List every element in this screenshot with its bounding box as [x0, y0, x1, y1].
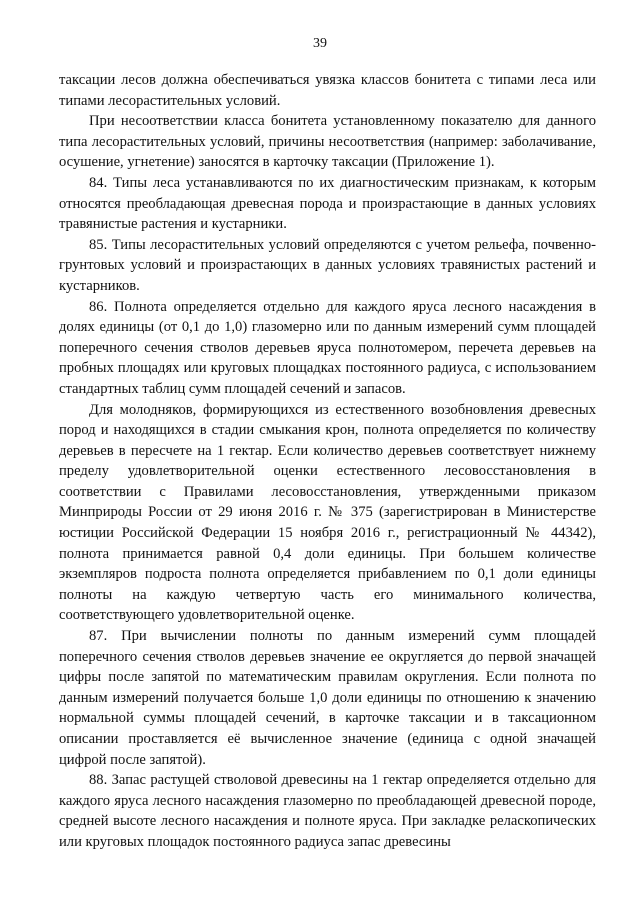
paragraph-86: 86. Полнота определяется отдельно для каждого яруса лесного насаждения в долях единицы (от 0,1 до 1,0) глазомерно или по данным измерений сумм площадей поперечного сечения стволов деревьев яруса полнотомером, перечета деревьев на пробных площадях или круговых площадках постоянного радиуса, с использованием стандартных таблиц сумм площадей сечений и запасов. [59, 298, 596, 397]
paragraph-young-stands: Для молодняков, формирующихся из естественного возобновления древесных пород и находящихся в стадии смыкания крон, полнота определяется по количеству деревьев в пересчете на 1 гектар. Если количество деревьев соответствует нижнему пределу удовлетворительной оценки естественного лесовосстановления в соответствии с Правилами лесовосстановления, утвержденными приказом Минприроды России от 29 июня 2016 г. № 375 (зарегистрирован в Министерстве юстиции Российской Федерации 15 ноября 2016 г., регистрационный № 44342), полнота принимается равной 0,4 доли единицы. При большем количестве экземпляров подроста полнота определяется прибавлением по 0,1 доли единицы полноты на каждую четвертую часть его минимального количества, соответствующего удовлетворительной оценке. [59, 401, 596, 624]
paragraph-85: 85. Типы лесорастительных условий определяются с учетом рельефа, почвенно-грунтовых условий и произрастающих в данных условиях травянистых растений и кустарников. [59, 236, 596, 294]
paragraph-continuation: таксации лесов должна обеспечиваться увязка классов бонитета с типами леса или типами лесорастительных условий. [59, 72, 596, 109]
paragraph-bonitet-mismatch: При несоответствии класса бонитета установленному показателю для данного типа лесорастительных условий, причины несоответствия (например: заболачивание, осушение, угнетение) заносятся в карточку таксации (Приложение 1). [59, 113, 596, 171]
document-body [59, 70, 596, 853]
page-number: 39 [313, 36, 327, 51]
paragraph-87: 87. При вычислении полноты по данным измерений сумм площадей поперечного сечения стволов деревьев значение ее округляется до первой значащей цифры после запятой по математическим правилам округления. Если полнота по данным измерений получается больше 1,0 доли единицы по отношению к значению нормальной суммы площадей сечений, в карточке таксации и в таксационном описании проставляется её вычисленное значение (единица с одной значащей цифрой после запятой). [59, 628, 596, 768]
paragraph-84: 84. Типы леса устанавливаются по их диагностическим признакам, к которым относятся преобладающая древесная порода и произрастающие в данных условиях травянистые растения и кустарники. [59, 174, 596, 233]
paragraph-88: 88. Запас растущей стволовой древесины на 1 гектар определяется отдельно для каждого яруса лесного насаждения глазомерно по преобладающей древесной породе, средней высоте лесного насаждения и полноте яруса. При закладке реласкопических или круговых площадок постоянного радиуса запас древесины [59, 772, 596, 850]
